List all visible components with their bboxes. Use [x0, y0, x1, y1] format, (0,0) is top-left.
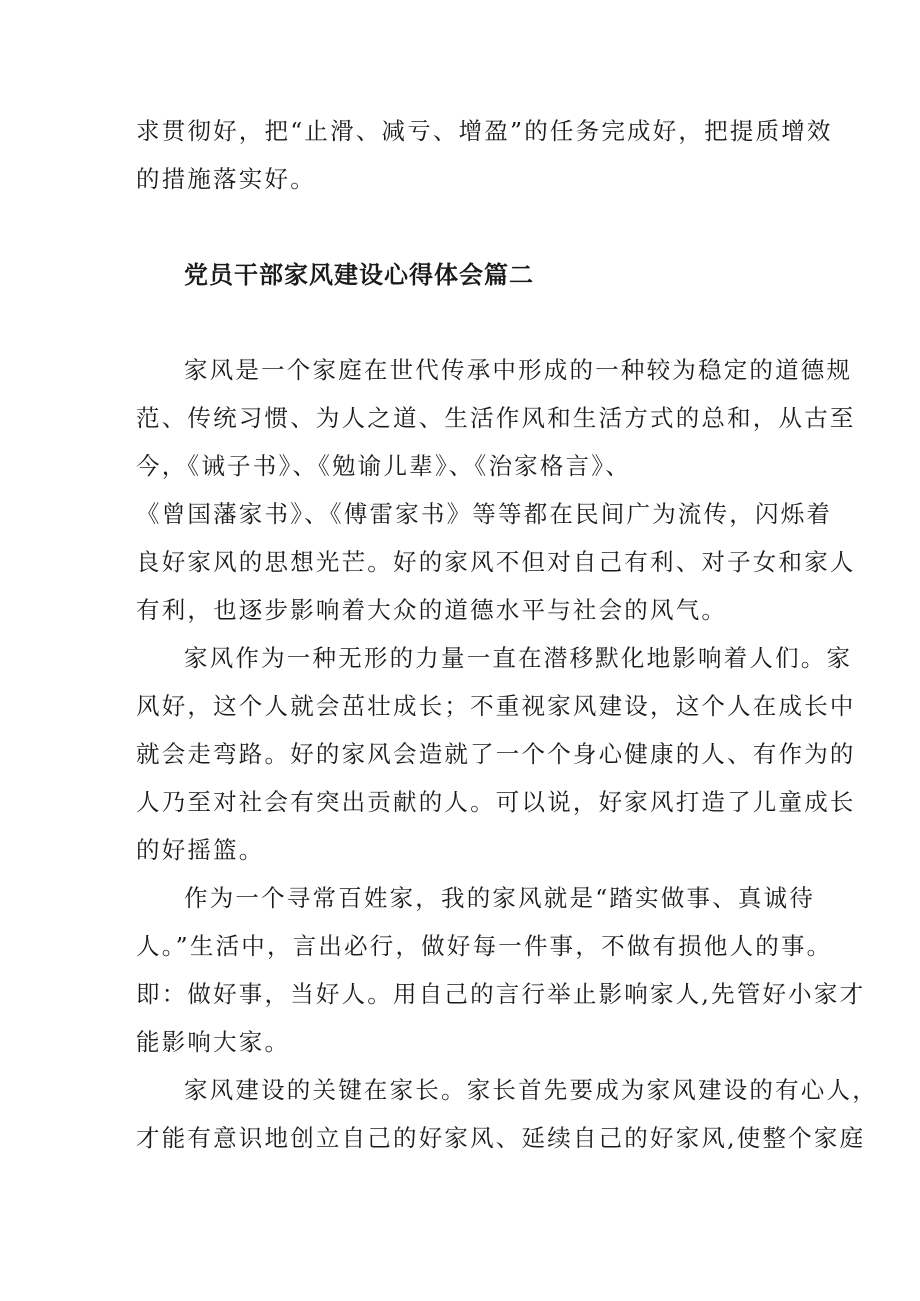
paragraph-1-line-5: 良好家风的思想光芒。好的家风不但对自己有利、对子女和家人 [136, 548, 856, 576]
paragraph-2-line-5: 的好摇篮。 [136, 836, 265, 864]
intro-line-2: 的措施落实好。 [136, 165, 316, 193]
paragraph-1-line-4: 《曾国藩家书》、《傅雷家书》等等都在民间广为流传，闪烁着 [136, 500, 833, 528]
paragraph-2-line-3: 就会走弯路。好的家风会造就了一个个身心健康的人、有作为的 [136, 740, 856, 768]
paragraph-1-line-2: 范、传统习惯、为人之道、生活作风和生活方式的总和，从古至 [136, 404, 856, 432]
paragraph-3-line-1: 作为一个寻常百姓家，我的家风就是“踏实做事、真诚待 [184, 884, 816, 912]
paragraph-4-line-1: 家风建设的关键在家长。家长首先要成为家风建设的有心人， [184, 1076, 878, 1104]
paragraph-3-line-2: 人。”生活中，言出必行，做好每一件事，不做有损他人的事。 [136, 932, 833, 960]
paragraph-1-line-3: 今，《诫子书》、《勉谕儿辈》、《治家格言》、 [136, 452, 631, 480]
paragraph-1-line-1: 家风是一个家庭在世代传承中形成的一种较为稳定的道德规 [184, 356, 853, 384]
intro-line-1: 求贯彻好，把“止滑、减亏、增盈”的任务完成好，把提质增效 [136, 117, 833, 145]
paragraph-3-line-4: 能影响大家。 [136, 1028, 291, 1056]
paragraph-2-line-1: 家风作为一种无形的力量一直在潜移默化地影响着人们。家 [184, 644, 853, 672]
paragraph-4-line-2: 才能有意识地创立自己的好家风、延续自己的好家风,使整个家庭 [136, 1124, 866, 1152]
paragraph-2-line-4: 人乃至对社会有突出贡献的人。可以说，好家风打造了儿童成长 [136, 788, 856, 816]
paragraph-1-line-6: 有利，也逐步影响着大众的道德水平与社会的风气。 [136, 596, 728, 624]
paragraph-2-line-2: 风好，这个人就会茁壮成长；不重视家风建设，这个人在成长中 [136, 692, 856, 720]
paragraph-3-line-3: 即：做好事，当好人。用自己的言行举止影响家人,先管好小家才 [136, 980, 866, 1008]
section-heading: 党员干部家风建设心得体会篇二 [184, 261, 534, 289]
